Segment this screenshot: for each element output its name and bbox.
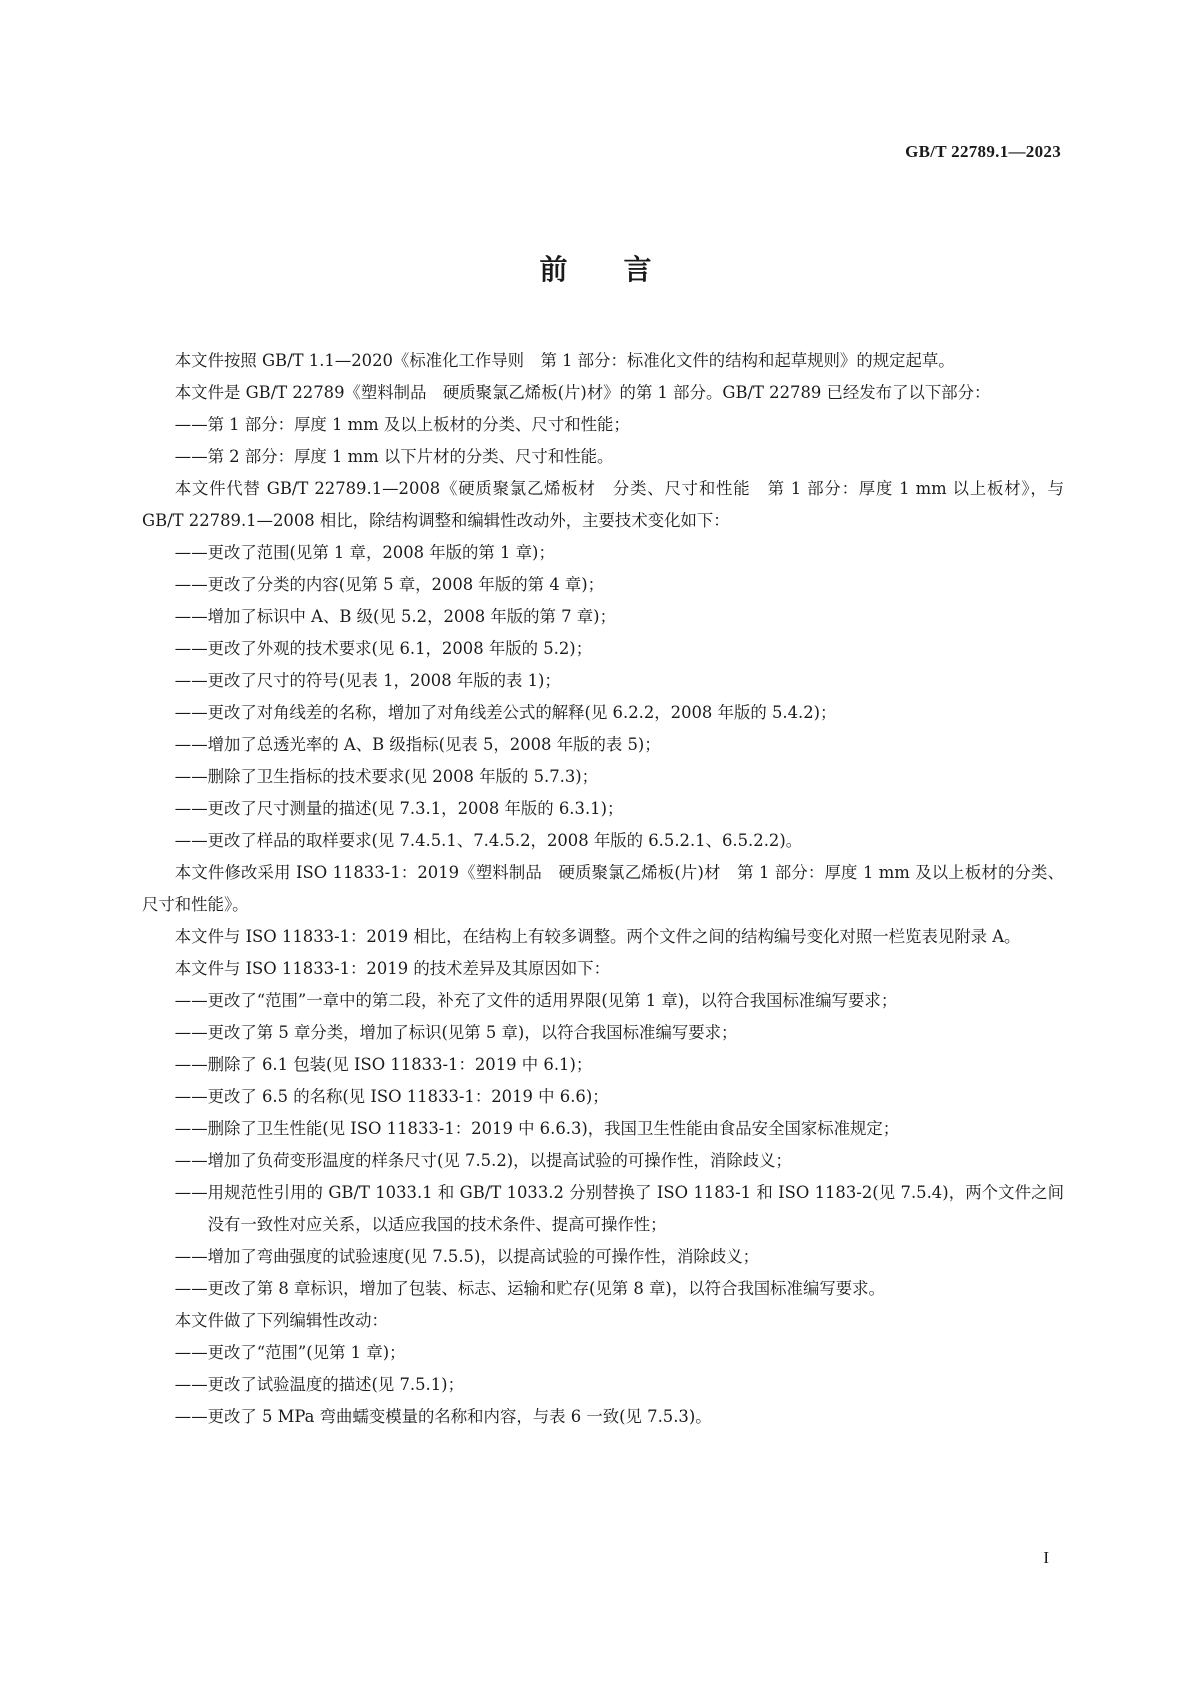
page-number: I [1043, 1548, 1049, 1567]
list-item: ——增加了总透光率的 A、B 级指标(见表 5，2008 年版的表 5)； [174, 735, 661, 754]
list-item: ——更改了尺寸测量的描述(见 7.3.1，2008 年版的 6.3.1)； [174, 799, 624, 818]
adoption-paragraph: 本文件修改采用 ISO 11833-1：2019《塑料制品 硬质聚氯乙烯板(片)材 第 1 部分：厚度 1 mm 及以上板材的分类、尺寸和性能》。 [142, 863, 1064, 914]
replacement-paragraph: 本文件代替 GB/T 22789.1—2008《硬质聚氯乙烯板材 分类、尺寸和性能 第 1 部分：厚度 1 mm 以上板材》，与 GB/T 22789.1—2008 相比，除结构调整和编辑性改动外，主要技术变化如下： [142, 479, 1064, 530]
list-item: ——用规范性引用的 GB/T 1033.1 和 GB/T 1033.2 分别替换了 ISO 1183-1 和 ISO 1183-2(见 7.5.4)，两个文件之间没有一致性对应关系，以适应我国的技术条件、提高可操作性； [174, 1183, 1064, 1234]
list-item: ——增加了弯曲强度的试验速度(见 7.5.5)，以提高试验的可操作性，消除歧义； [174, 1247, 759, 1266]
page-title: 前言 [539, 253, 708, 286]
list-item: ——更改了第 8 章标识，增加了包装、标志、运输和贮存(见第 8 章)，以符合我国标准编写要求。 [174, 1279, 885, 1298]
document-body [142, 345, 1064, 1433]
list-item: ——第 1 部分：厚度 1 mm 及以上板材的分类、尺寸和性能； [174, 415, 630, 434]
list-item: ——删除了卫生指标的技术要求(见 2008 年版的 5.7.3)； [174, 767, 599, 786]
list-item: ——第 2 部分：厚度 1 mm 以下片材的分类、尺寸和性能。 [174, 447, 614, 466]
list-item: ——更改了“范围”(见第 1 章)； [174, 1343, 406, 1362]
list-item: ——更改了 5 MPa 弯曲蠕变模量的名称和内容，与表 6 一致(见 7.5.3)。 [174, 1407, 712, 1426]
list-item: ——增加了标识中 A、B 级(见 5.2，2008 年版的第 7 章)； [174, 607, 616, 626]
list-item: ——更改了范围(见第 1 章，2008 年版的第 1 章)； [174, 543, 555, 562]
list-item: ——删除了卫生性能(见 ISO 11833-1：2019 中 6.6.3)，我国卫生性能由食品安全国家标准规定； [174, 1119, 900, 1138]
list-item: ——更改了分类的内容(见第 5 章，2008 年版的第 4 章)； [174, 575, 605, 594]
list-item: ——更改了对角线差的名称，增加了对角线差公式的解释(见 6.2.2，2008 年版的 5.4.2)； [174, 703, 837, 722]
list-item: ——更改了样品的取样要求(见 7.4.5.1、7.4.5.2，2008 年版的 6.5.2.1、6.5.2.2)。 [174, 831, 803, 850]
list-item: ——更改了外观的技术要求(见 6.1，2008 年版的 5.2)； [174, 639, 593, 658]
part-series-paragraph: 本文件是 GB/T 22789《塑料制品 硬质聚氯乙烯板(片)材》的第 1 部分。GB/T 22789 已经发布了以下部分： [174, 383, 991, 402]
list-item: ——删除了 6.1 包装(见 ISO 11833-1：2019 中 6.1)； [174, 1055, 593, 1074]
list-item: ——更改了尺寸的符号(见表 1，2008 年版的表 1)； [174, 671, 561, 690]
list-item: ——更改了第 5 章分类，增加了标识(见第 5 章)，以符合我国标准编写要求； [174, 1023, 738, 1042]
list-item: ——更改了试验温度的描述(见 7.5.1)； [174, 1375, 464, 1394]
editorial-paragraph: 本文件做了下列编辑性改动： [174, 1311, 388, 1330]
standard-code: GB/T 22789.1—2023 [905, 142, 1061, 161]
list-item: ——更改了“范围”一章中的第二段，补充了文件的适用界限(见第 1 章)，以符合我国标准编写要求； [174, 991, 898, 1010]
drafting-rule-paragraph: 本文件按照 GB/T 1.1—2020《标准化工作导则 第 1 部分：标准化文件的结构和起草规则》的规定起草。 [174, 351, 955, 370]
list-item: ——增加了负荷变形温度的样条尺寸(见 7.5.2)，以提高试验的可操作性，消除歧义； [174, 1151, 792, 1170]
differences-paragraph: 本文件与 ISO 11833-1：2019 的技术差异及其原因如下： [174, 959, 611, 978]
list-item: ——更改了 6.5 的名称(见 ISO 11833-1：2019 中 6.6)； [174, 1087, 609, 1106]
structure-paragraph: 本文件与 ISO 11833-1：2019 相比，在结构上有较多调整。两个文件之间的结构编号变化对照一栏览表见附录 A。 [174, 927, 1021, 946]
